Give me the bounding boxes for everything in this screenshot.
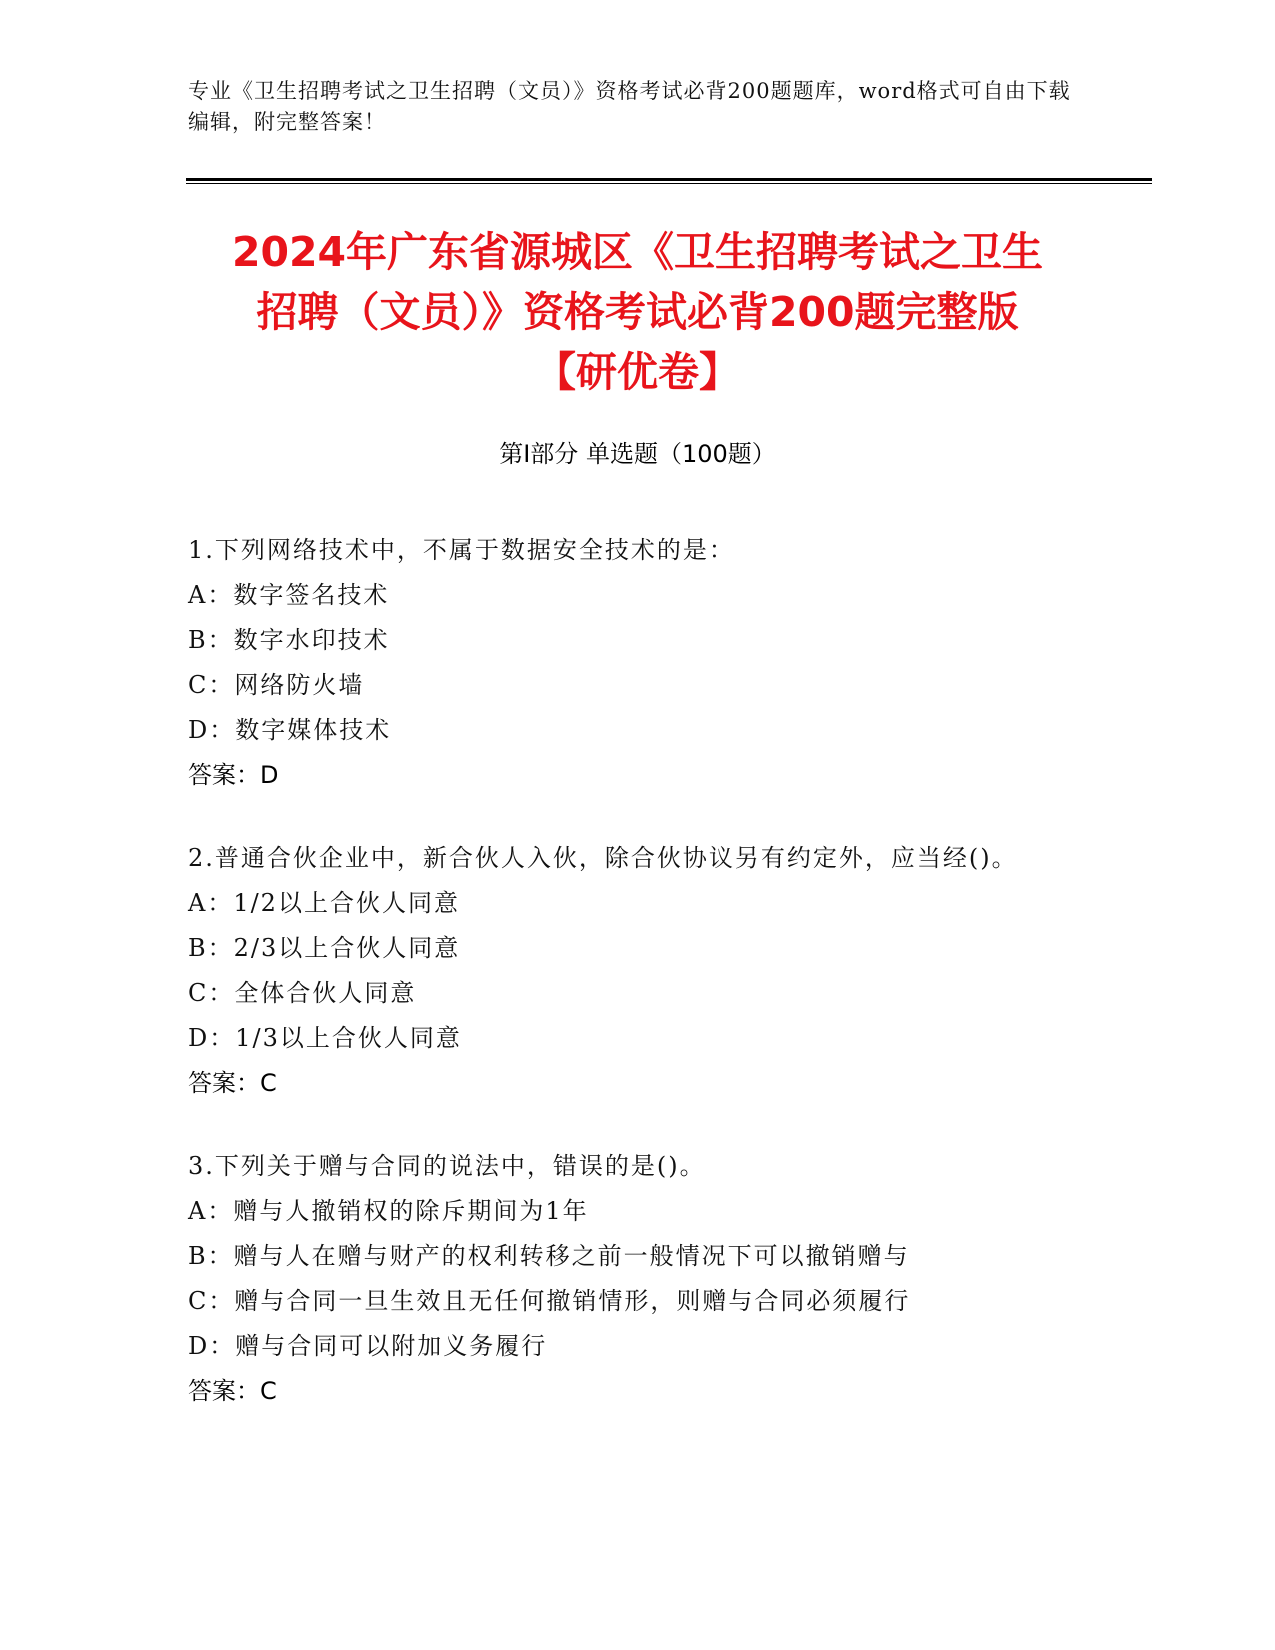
option-d: D：1/3以上合伙人同意 [188,1024,462,1052]
question-stem: 3.下列关于赠与合同的说法中，错误的是()。 [188,1152,706,1180]
document-title [150,222,1125,402]
question-1 [188,528,1088,798]
option-b: B：2/3以上合伙人同意 [188,934,461,962]
answer: 答案：C [188,1069,277,1097]
option-c: C：赠与合同一旦生效且无任何撤销情形，则赠与合同必须履行 [188,1287,911,1315]
option-c: C：全体合伙人同意 [188,979,417,1007]
option-d: D：赠与合同可以附加义务履行 [188,1332,548,1360]
option-d: D：数字媒体技术 [188,716,392,744]
question-3 [188,1144,1088,1414]
option-b: B：数字水印技术 [188,626,390,654]
option-a: A：赠与人撤销权的除斥期间为1年 [188,1197,589,1225]
question-stem: 2.普通合伙企业中，新合伙人入伙，除合伙协议另有约定外，应当经()。 [188,844,1018,872]
option-a: A：1/2以上合伙人同意 [188,889,460,917]
option-b: B：赠与人在赠与财产的权利转移之前一般情况下可以撤销赠与 [188,1242,910,1270]
question-stem: 1.下列网络技术中，不属于数据安全技术的是： [188,536,735,564]
question-list [188,528,1088,1452]
header-divider-thick [186,178,1152,181]
answer: 答案：C [188,1377,277,1405]
header-divider-thin [186,183,1152,184]
option-c: C：网络防火墙 [188,671,365,699]
title-line-2: 招聘（文员）》资格考试必背200题完整版 [256,288,1019,336]
title-line-3: 【研优卷】 [535,348,740,396]
answer: 答案：D [188,761,279,789]
section-heading: 第I部分 单选题（100题） [499,440,776,468]
question-2 [188,836,1088,1106]
option-a: A：数字签名技术 [188,581,390,609]
header-note: 专业《卫生招聘考试之卫生招聘（文员）》资格考试必背200题题库，word格式可自由下载编辑，附完整答案！ [188,79,1071,134]
title-line-1: 2024年广东省源城区《卫生招聘考试之卫生 [231,228,1044,276]
